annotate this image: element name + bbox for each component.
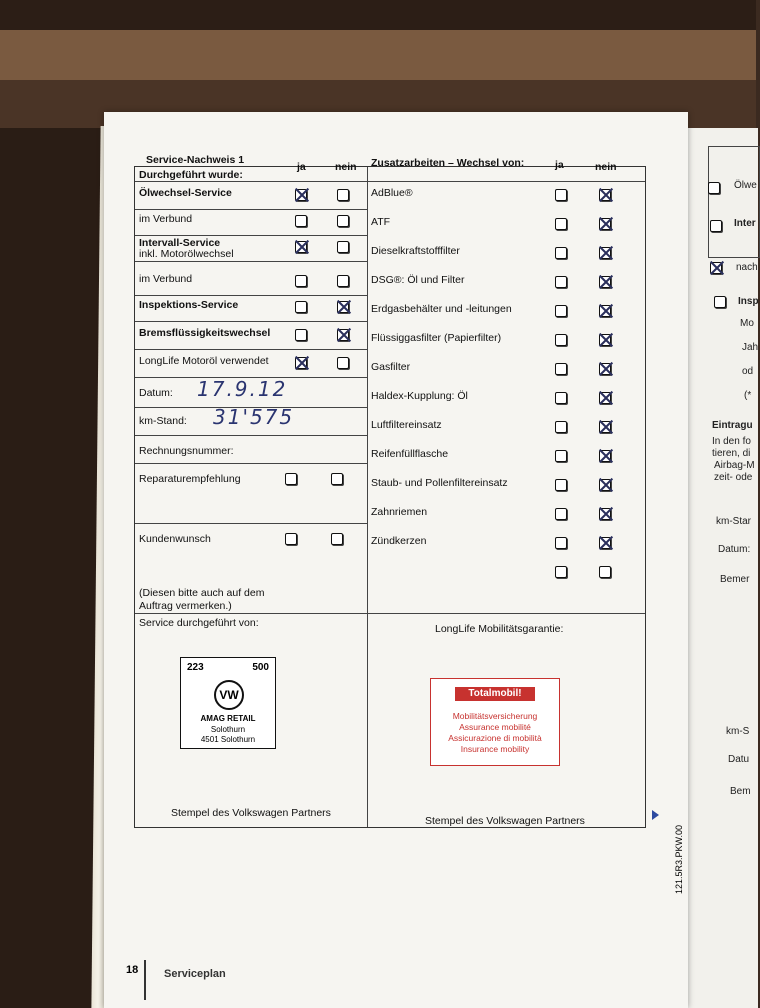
left-row-label: Ölwechsel-Service [139,187,232,199]
left-row-label: LongLife Motoröl verwendet [139,355,269,367]
totalmobil-brand: Totalmobil! [455,687,535,701]
next-page-checkbox-4[interactable] [714,296,726,308]
left-row-divider [135,295,367,296]
left-row-ja-checkbox[interactable] [295,329,307,341]
stamp-line-3: 4501 Solothurn [200,735,256,744]
right-row-label: Luftfiltereinsatz [371,419,442,431]
right-row-ja-checkbox[interactable] [555,247,567,259]
right-row-nein-checkbox[interactable] [599,421,611,433]
right-row-ja-checkbox[interactable] [555,276,567,288]
left-row-nein-checkbox[interactable] [337,329,349,341]
next-page-text-7: od [742,366,754,377]
next-page-text-5: Mo [740,318,754,329]
left-row-ja-checkbox[interactable] [295,241,307,253]
totalmobil-line-4: Insurance mobility [460,744,530,754]
kundenwunsch-ja-checkbox[interactable] [285,533,297,545]
left-row-nein-checkbox[interactable] [337,241,349,253]
left-row-label: im Verbund [139,213,193,225]
vw-partner-stamp [180,657,276,749]
right-row-label: DSG®: Öl und Filter [371,274,465,286]
right-row-nein-checkbox[interactable] [599,508,611,520]
right-row-label: Reifenfüllflasche [371,448,449,460]
note-line-1: (Diesen bitte auch auf dem [139,587,265,599]
next-page-checkbox-2[interactable] [710,220,722,232]
next-page-text-1: Ölwe [734,180,757,191]
right-row-nein-checkbox[interactable] [599,479,611,491]
next-page-text-3: nach [736,262,758,273]
next-page-text-9: Eintragu [712,420,753,431]
left-row-label: Intervall-Service [139,237,221,249]
right-row-ja-checkbox[interactable] [555,305,567,317]
next-page-text-12: Airbag-M [714,460,755,471]
document-code: 121.5R3.PKW.00 [674,824,684,894]
reparatur-ja-checkbox[interactable] [285,473,297,485]
reparatur-label: Reparaturempfehlung [139,473,241,485]
stamp-label-right: Stempel des Volkswagen Partners [425,815,585,827]
next-page-text-8: (* [744,390,752,401]
right-row-ja-checkbox[interactable] [555,421,567,433]
service-page [104,112,688,1008]
next-page-text-4: Insp [738,296,759,307]
left-row-label: Inspektions-Service [139,299,239,311]
row-line-km-bottom [135,435,367,436]
right-row-nein-checkbox[interactable] [599,566,611,578]
stamp-label-left: Stempel des Volkswagen Partners [171,807,331,819]
rechnung-label: Rechnungsnummer: [139,445,234,457]
page-number: 18 [126,964,139,976]
next-page-text-11: tieren, di [712,448,751,459]
right-row-nein-checkbox[interactable] [599,450,611,462]
right-row-label: Haldex-Kupplung: Öl [371,390,468,402]
next-page-text-2: Inter [734,218,756,229]
reparatur-nein-checkbox[interactable] [331,473,343,485]
left-row-divider [135,321,367,322]
datum-label: Datum: [139,387,173,399]
km-label: km-Stand: [139,415,187,427]
left-row-label: im Verbund [139,273,193,285]
kundenwunsch-label: Kundenwunsch [139,533,211,545]
right-row-nein-checkbox[interactable] [599,189,611,201]
right-row-label: Flüssiggasfilter (Papierfilter) [371,332,502,344]
row-line-rechnung-bottom [135,463,367,464]
right-row-ja-checkbox[interactable] [555,479,567,491]
note-line-2: Auftrag vermerken.) [139,600,232,612]
next-page-text-15: Datum: [718,544,751,555]
next-page-text-18: Datu [728,754,750,765]
left-header: Durchgeführt wurde: [139,169,243,181]
right-row-ja-checkbox[interactable] [555,450,567,462]
footer-divider [144,960,146,1000]
left-row-ja-checkbox[interactable] [295,357,307,369]
mobility-label: LongLife Mobilitätsgarantie: [435,623,564,635]
next-page-text-6: Jah [742,342,759,353]
center-divider [367,167,368,827]
next-page-text-13: zeit- ode [714,472,753,483]
next-page-checkbox-3[interactable] [710,262,722,274]
totalmobil-line-3: Assicurazione di mobilità [448,733,542,743]
left-row-nein-checkbox[interactable] [337,275,349,287]
stamp-line-1: AMAG RETAIL [200,714,256,723]
left-row-ja-checkbox[interactable] [295,275,307,287]
bottom-section-line [135,613,645,614]
left-row-divider [135,261,367,262]
left-row-divider [135,349,367,350]
row-line-reparatur-bottom [135,523,367,524]
stamp-num-right: 500 [252,662,269,673]
right-row-ja-checkbox[interactable] [555,334,567,346]
right-row-ja-checkbox[interactable] [555,537,567,549]
right-row-nein-checkbox[interactable] [599,218,611,230]
km-value[interactable]: 31'575 [213,405,295,429]
left-row-ja-checkbox[interactable] [295,189,307,201]
right-row-nein-checkbox[interactable] [599,276,611,288]
right-row-label: Erdgasbehälter und -leitungen [371,303,512,315]
left-row-nein-checkbox[interactable] [337,301,349,313]
left-row-sublabel: inkl. Motorölwechsel [139,248,234,260]
totalmobil-line-1: Mobilitätsversicherung [452,711,538,721]
left-col-ja: ja [297,161,306,173]
right-col-ja: ja [555,159,564,171]
left-row-label: Bremsflüssigkeitswechsel [139,327,271,339]
stamp-num-left: 223 [187,662,204,673]
left-row-nein-checkbox[interactable] [337,357,349,369]
right-row-nein-checkbox[interactable] [599,363,611,375]
header-line [135,181,645,182]
right-row-nein-checkbox[interactable] [599,392,611,404]
right-row-label: Staub- und Pollenfiltereinsatz [371,477,508,489]
left-row-ja-checkbox[interactable] [295,301,307,313]
right-row-ja-checkbox[interactable] [555,392,567,404]
next-page-text-17: km-S [726,726,750,737]
left-row-divider [135,209,367,210]
left-row-divider [135,235,367,236]
right-row-label: Zahnriemen [371,506,428,518]
left-row-ja-checkbox[interactable] [295,215,307,227]
next-page-arrow-icon [652,810,659,820]
right-row-ja-checkbox[interactable] [555,566,567,578]
right-row-label: AdBlue® [371,187,413,199]
stamp-line-2: Solothurn [210,725,246,734]
right-row-label: Gasfilter [371,361,411,373]
next-page-box [708,146,760,258]
right-row-label: Zündkerzen [371,535,427,547]
right-row-nein-checkbox[interactable] [599,334,611,346]
section-title: Serviceplan [164,968,226,980]
next-page-text-14: km-Star [716,516,751,527]
right-row-ja-checkbox[interactable] [555,508,567,520]
right-row-ja-checkbox[interactable] [555,218,567,230]
totalmobil-line-2: Assurance mobilité [459,722,531,732]
right-col-nein: nein [595,161,617,173]
next-page-checkbox-1[interactable] [708,182,720,194]
right-row-ja-checkbox[interactable] [555,189,567,201]
right-row-ja-checkbox[interactable] [555,363,567,375]
left-row-nein-checkbox[interactable] [337,189,349,201]
kundenwunsch-nein-checkbox[interactable] [331,533,343,545]
right-header: Zusatzarbeiten – Wechsel von: [371,157,525,169]
datum-value[interactable]: 17.9.12 [197,377,288,401]
right-row-label: ATF [371,216,391,228]
form-title: Service-Nachweis 1 [146,154,245,166]
left-row-nein-checkbox[interactable] [337,215,349,227]
right-row-nein-checkbox[interactable] [599,305,611,317]
right-row-label: Dieselkraftstofffilter [371,245,460,257]
vw-logo-icon: VW [214,680,244,710]
left-col-nein: nein [335,161,357,173]
next-page-text-19: Bem [730,786,751,797]
totalmobil-stamp [430,678,560,766]
next-page-text-16: Bemer [720,574,750,585]
service-by-label: Service durchgeführt von: [139,617,259,629]
right-row-nein-checkbox[interactable] [599,537,611,549]
next-page-text-10: In den fo [712,436,751,447]
right-row-nein-checkbox[interactable] [599,247,611,259]
